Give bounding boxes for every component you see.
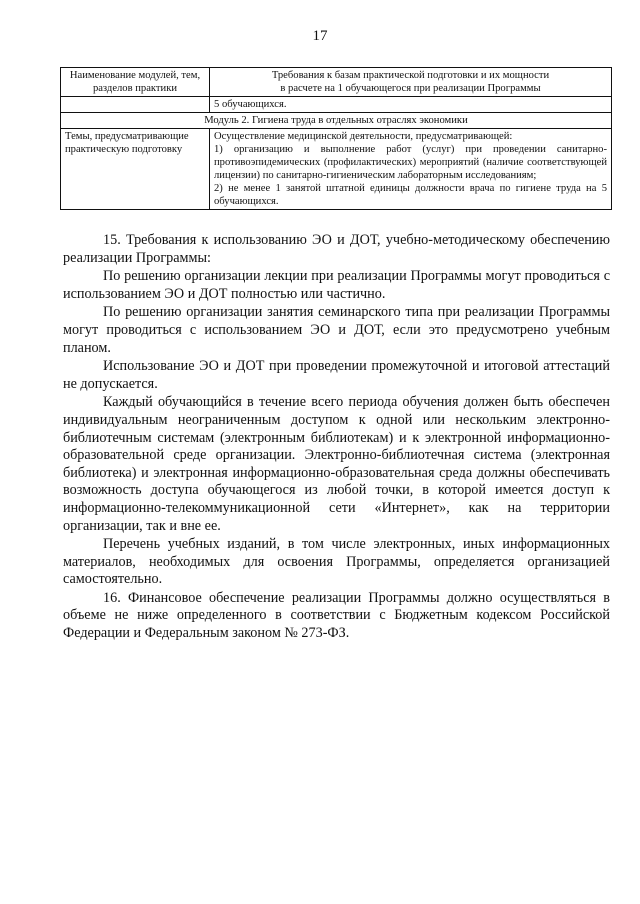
topics-cell: Темы, предусматривающие практическую подготовку	[61, 129, 210, 210]
header-requirements-line1: Требования к базам практической подготовки и их мощности	[271, 70, 550, 81]
header-requirements	[210, 68, 612, 97]
table-cell-empty	[61, 97, 210, 113]
paragraph-publications: Перечень учебных изданий, в том числе электронных, иных информационных материалов, необходимых для освоения Программы, определяется организацией самостоятельно.	[63, 536, 610, 588]
requirements-table	[60, 67, 612, 210]
paragraph-attestation: Использование ЭО и ДОТ при проведении промежуточной и итоговой аттестаций не допускается.	[63, 358, 610, 392]
module-title: Модуль 2. Гигиена труда в отдельных отраслях экономики	[61, 113, 612, 129]
body-text	[63, 232, 610, 644]
requirements-item-2: 2) не менее 1 занятой штатной единицы должности врача по гигиене труда на 5 обучающихся.	[214, 183, 607, 207]
table-row-continued	[61, 97, 612, 113]
table-cell-continued: 5 обучающихся.	[210, 97, 612, 113]
requirements-cell	[210, 129, 612, 210]
page-number: 17	[312, 28, 328, 44]
paragraph-seminars: По решению организации занятия семинарского типа при реализации Программы могут проводиться с использованием ЭО и ДОТ, если это предусмотрено учебным планом.	[63, 304, 610, 356]
requirements-item-1: 1) организацию и выполнение работ (услуг) при проведении санитарно-противоэпидемических (профилактических) мероприятий (наличие соответствующей лицензии) по санитарно-гигиеническим лабораторным исследованиям;	[214, 144, 607, 181]
paragraph-16-financing: 16. Финансовое обеспечение реализации Программы должно осуществляться в объеме не ниже определенного в соответствии с Бюджетным кодексом Российской Федерации и Федеральным законом № 273-ФЗ.	[63, 589, 610, 642]
requirements-intro: Осуществление медицинской деятельности, предусматривающей:	[214, 131, 513, 142]
header-requirements-line2: в расчете на 1 обучающегося при реализации Программы	[280, 83, 541, 94]
header-module-names: Наименование модулей, тем, разделов практики	[61, 68, 210, 97]
table-header-row	[61, 68, 612, 97]
paragraph-library-access: Каждый обучающийся в течение всего периода обучения должен быть обеспечен индивидуальным неограниченным доступом к одной или нескольким электронно-библиотечным системам (электронным библиотекам) и к электронной информационно-образовательной среде организации. Электронно-библиотечная система (электронная библиотека) и электронная информационно-образовательная среда должны обеспечивать возможность доступа обучающегося из любой точки, в которой имеется доступ к информационно-телекоммуникационной сети «Интернет», как на территории организации, так и вне ее.	[63, 394, 610, 534]
paragraph-15-heading: 15. Требования к использованию ЭО и ДОТ, учебно-методическому обеспечению реализации Программы:	[63, 232, 610, 266]
module-row	[61, 113, 612, 129]
paragraph-lectures: По решению организации лекции при реализации Программы могут проводиться с использованием ЭО и ДОТ полностью или частично.	[63, 268, 610, 302]
table-row	[61, 129, 612, 210]
